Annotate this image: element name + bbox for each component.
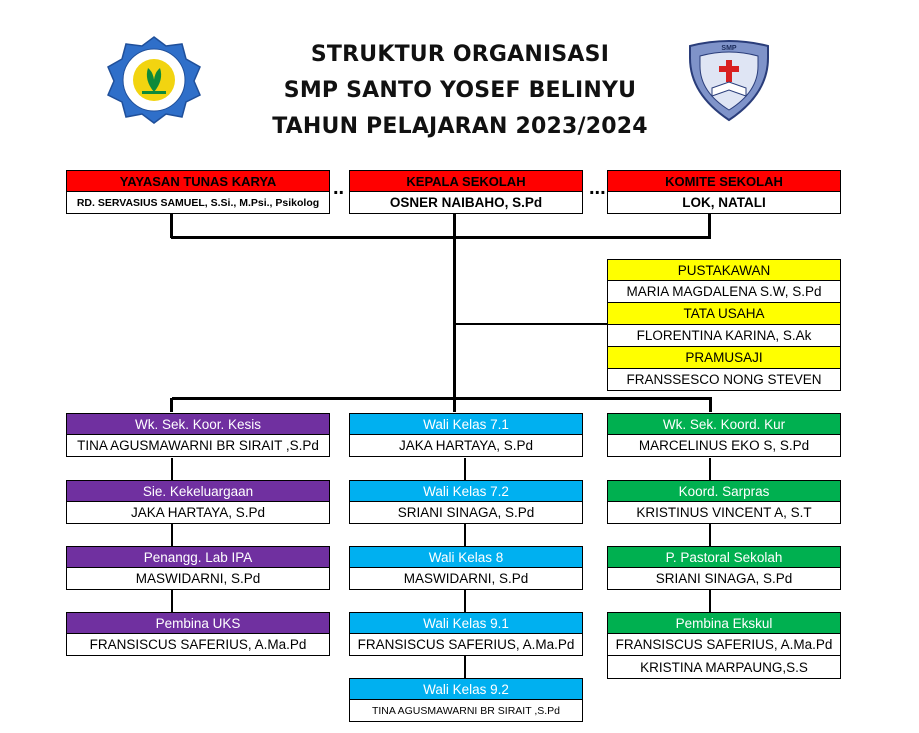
box-name: RD. SERVASIUS SAMUEL, S.Si., M.Psi., Psikolog bbox=[66, 192, 330, 214]
box-role: Sie. Kekeluargaan bbox=[66, 480, 330, 502]
box-name: FRANSISCUS SAFERIUS, A.Ma.Pd bbox=[607, 634, 841, 656]
box-name: MARIA MAGDALENA S.W, S.Pd bbox=[607, 281, 841, 303]
box-role: PUSTAKAWAN bbox=[607, 259, 841, 281]
box-name: FRANSISCUS SAFERIUS, A.Ma.Pd bbox=[349, 634, 583, 656]
connector-top-horizontal bbox=[171, 236, 711, 239]
box-role: PRAMUSAJI bbox=[607, 347, 841, 369]
separator-dots-1: .. bbox=[333, 177, 345, 199]
box-wali-kelas-1 bbox=[349, 413, 583, 457]
box-name: SRIANI SINAGA, S.Pd bbox=[607, 568, 841, 590]
box-role: Penangg. Lab IPA bbox=[66, 546, 330, 568]
connector-staff bbox=[455, 323, 607, 325]
box-kurikulum-3 bbox=[607, 546, 841, 590]
box-yayasan bbox=[66, 170, 330, 214]
title-line-2: SMP SANTO YOSEF BELINYU bbox=[283, 78, 637, 103]
box-name: JAKA HARTAYA, S.Pd bbox=[349, 435, 583, 457]
box-name: TINA AGUSMAWARNI BR SIRAIT ,S.Pd bbox=[349, 700, 583, 722]
box-kurikulum-2 bbox=[607, 480, 841, 524]
box-wali-kelas-3 bbox=[349, 546, 583, 590]
box-role: Wali Kelas 9.1 bbox=[349, 612, 583, 634]
box-role: Pembina UKS bbox=[66, 612, 330, 634]
box-role: Wk. Sek. Koor. Kesis bbox=[66, 413, 330, 435]
box-role: Wali Kelas 7.1 bbox=[349, 413, 583, 435]
box-name: FRANSISCUS SAFERIUS, A.Ma.Pd bbox=[66, 634, 330, 656]
box-kepala-sekolah bbox=[349, 170, 583, 214]
box-role: Wali Kelas 9.2 bbox=[349, 678, 583, 700]
box-kesiswaan-4 bbox=[66, 612, 330, 656]
box-wali-kelas-2 bbox=[349, 480, 583, 524]
box-role: Wali Kelas 8 bbox=[349, 546, 583, 568]
box-role: TATA USAHA bbox=[607, 303, 841, 325]
box-role: Pembina Ekskul bbox=[607, 612, 841, 634]
box-name-2: KRISTINA MARPAUNG,S.S bbox=[607, 656, 841, 679]
connector-branch-horizontal bbox=[172, 397, 712, 400]
box-name: MASWIDARNI, S.Pd bbox=[66, 568, 330, 590]
connector-kesiswaan-down bbox=[170, 398, 173, 412]
box-name: FRANSSESCO NONG STEVEN bbox=[607, 369, 841, 391]
smp-logo-text: SMP bbox=[721, 45, 737, 52]
separator-dots-2: ... bbox=[589, 177, 606, 199]
connector-kurikulum-down bbox=[709, 398, 712, 412]
box-role: KEPALA SEKOLAH bbox=[349, 170, 583, 192]
box-name: JAKA HARTAYA, S.Pd bbox=[66, 502, 330, 524]
box-kurikulum-1 bbox=[607, 413, 841, 457]
box-name: SRIANI SINAGA, S.Pd bbox=[349, 502, 583, 524]
box-role: P. Pastoral Sekolah bbox=[607, 546, 841, 568]
connector-komite-down bbox=[708, 214, 711, 238]
box-role: KOMITE SEKOLAH bbox=[607, 170, 841, 192]
box-kesiswaan-1 bbox=[66, 413, 330, 457]
box-role: Wk. Sek. Koord. Kur bbox=[607, 413, 841, 435]
box-name: LOK, NATALI bbox=[607, 192, 841, 214]
box-role: YAYASAN TUNAS KARYA bbox=[66, 170, 330, 192]
box-komite-sekolah bbox=[607, 170, 841, 214]
box-wali-kelas-5 bbox=[349, 678, 583, 722]
box-name: KRISTINUS VINCENT A, S.T bbox=[607, 502, 841, 524]
box-kurikulum-4 bbox=[607, 612, 841, 679]
box-name: MARCELINUS EKO S, S.Pd bbox=[607, 435, 841, 457]
box-wali-kelas-4 bbox=[349, 612, 583, 656]
box-name: OSNER NAIBAHO, S.Pd bbox=[349, 192, 583, 214]
box-role: Wali Kelas 7.2 bbox=[349, 480, 583, 502]
connector-main-vertical bbox=[453, 214, 456, 412]
box-name: MASWIDARNI, S.Pd bbox=[349, 568, 583, 590]
box-name: TINA AGUSMAWARNI BR SIRAIT ,S.Pd bbox=[66, 435, 330, 457]
box-role: Koord. Sarpras bbox=[607, 480, 841, 502]
connector-yayasan-down bbox=[170, 214, 173, 238]
smp-logo bbox=[686, 38, 772, 122]
box-kesiswaan-2 bbox=[66, 480, 330, 524]
box-name: FLORENTINA KARINA, S.Ak bbox=[607, 325, 841, 347]
box-kesiswaan-3 bbox=[66, 546, 330, 590]
title-line-3: TAHUN PELAJARAN 2023/2024 bbox=[272, 114, 648, 139]
title-line-1: STRUKTUR ORGANISASI bbox=[310, 42, 610, 67]
box-staff bbox=[607, 259, 841, 391]
yayasan-logo bbox=[104, 34, 204, 126]
